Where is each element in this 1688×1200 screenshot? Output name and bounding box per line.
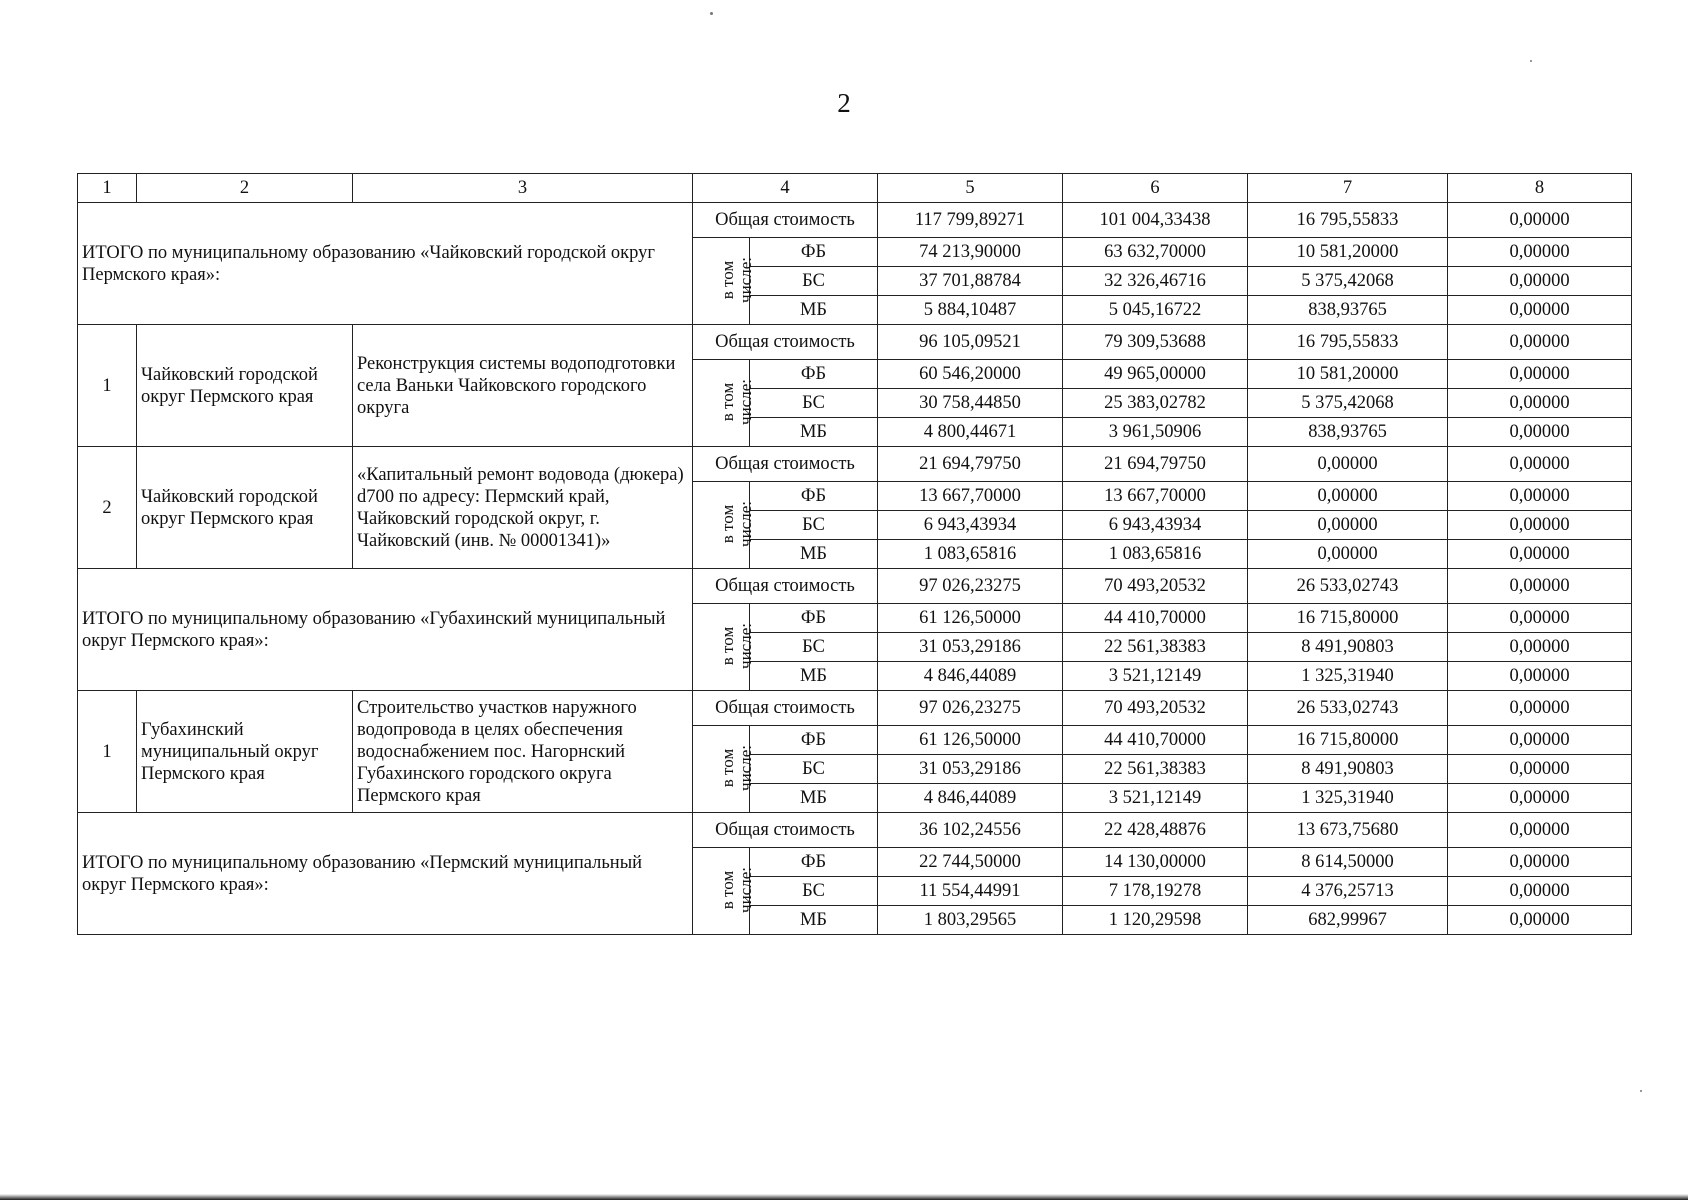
header-col-3: 3 (353, 174, 693, 203)
amount-col-6: 1 083,65816 (1063, 540, 1248, 569)
amount-col-7: 4 376,25713 (1248, 877, 1448, 906)
amount-col-5: 30 758,44850 (878, 389, 1063, 418)
item-index: 2 (78, 447, 137, 569)
bs-label: БС (750, 633, 878, 662)
amount-col-6: 5 045,16722 (1063, 296, 1248, 325)
amount-col-8: 0,00000 (1448, 755, 1632, 784)
including-label-text: в том числе: (718, 867, 755, 913)
page-number: 2 (837, 88, 851, 118)
item-index: 1 (78, 325, 137, 447)
scan-edge (0, 1194, 1688, 1200)
amount-col-8: 0,00000 (1448, 906, 1632, 935)
amount-col-7: 5 375,42068 (1248, 267, 1448, 296)
fb-label: ФБ (750, 238, 878, 267)
header-row (78, 174, 1632, 203)
mb-label: МБ (750, 296, 878, 325)
amount-col-8: 0,00000 (1448, 267, 1632, 296)
amount-col-6: 63 632,70000 (1063, 238, 1248, 267)
header-col-8: 8 (1448, 174, 1632, 203)
including-label (693, 360, 755, 447)
municipality-name: Чайковский городской округ Пермского края (137, 447, 353, 569)
amount-col-6: 25 383,02782 (1063, 389, 1248, 418)
amount-col-5: 6 943,43934 (878, 511, 1063, 540)
amount-col-5: 37 701,88784 (878, 267, 1063, 296)
total-cost-label: Общая стоимость (693, 813, 878, 848)
amount-col-7: 1 325,31940 (1248, 784, 1448, 813)
mb-label: МБ (750, 418, 878, 447)
amount-col-5: 21 694,79750 (878, 447, 1063, 482)
amount-col-6: 21 694,79750 (1063, 447, 1248, 482)
scan-speck (1640, 1090, 1642, 1092)
amount-col-7: 10 581,20000 (1248, 238, 1448, 267)
total-cost-label: Общая стоимость (693, 691, 878, 726)
amount-col-7: 8 491,90803 (1248, 633, 1448, 662)
summary-row (78, 203, 1632, 238)
amount-col-6: 14 130,00000 (1063, 848, 1248, 877)
including-label (693, 482, 755, 569)
amount-col-5: 61 126,50000 (878, 726, 1063, 755)
amount-col-6: 32 326,46716 (1063, 267, 1248, 296)
including-label-text: в том числе: (718, 501, 755, 547)
fb-label: ФБ (750, 482, 878, 511)
including-label-text: в том числе: (718, 623, 755, 669)
amount-col-7: 0,00000 (1248, 511, 1448, 540)
object-name: Реконструкция системы водоподготовки села Ваньки Чайковского городского округа (353, 325, 693, 447)
amount-col-6: 49 965,00000 (1063, 360, 1248, 389)
including-label (693, 238, 755, 325)
amount-col-5: 13 667,70000 (878, 482, 1063, 511)
amount-col-5: 96 105,09521 (878, 325, 1063, 360)
fb-label: ФБ (750, 848, 878, 877)
amount-col-7: 838,93765 (1248, 418, 1448, 447)
amount-col-8: 0,00000 (1448, 691, 1632, 726)
total-cost-label: Общая стоимость (693, 569, 878, 604)
scan-speck (1530, 60, 1532, 62)
header-col-6: 6 (1063, 174, 1248, 203)
summary-title: ИТОГО по муниципальному образованию «Пермский муниципальный округ Пермского края»: (78, 813, 693, 935)
item-index: 1 (78, 691, 137, 813)
total-cost-label: Общая стоимость (693, 447, 878, 482)
amount-col-5: 4 800,44671 (878, 418, 1063, 447)
amount-col-7: 0,00000 (1248, 540, 1448, 569)
amount-col-6: 22 561,38383 (1063, 633, 1248, 662)
amount-col-7: 838,93765 (1248, 296, 1448, 325)
amount-col-6: 79 309,53688 (1063, 325, 1248, 360)
amount-col-5: 74 213,90000 (878, 238, 1063, 267)
amount-col-6: 3 961,50906 (1063, 418, 1248, 447)
municipality-name: Губахинский муниципальный округ Пермского края (137, 691, 353, 813)
bs-label: БС (750, 389, 878, 418)
amount-col-7: 10 581,20000 (1248, 360, 1448, 389)
mb-label: МБ (750, 784, 878, 813)
amount-col-8: 0,00000 (1448, 784, 1632, 813)
fb-label: ФБ (750, 726, 878, 755)
item-row (78, 691, 1632, 726)
amount-col-8: 0,00000 (1448, 447, 1632, 482)
amount-col-8: 0,00000 (1448, 662, 1632, 691)
summary-row (78, 569, 1632, 604)
amount-col-5: 22 744,50000 (878, 848, 1063, 877)
amount-col-6: 1 120,29598 (1063, 906, 1248, 935)
amount-col-8: 0,00000 (1448, 325, 1632, 360)
amount-col-7: 8 491,90803 (1248, 755, 1448, 784)
header-col-7: 7 (1248, 174, 1448, 203)
amount-col-8: 0,00000 (1448, 389, 1632, 418)
including-label (693, 604, 755, 691)
amount-col-8: 0,00000 (1448, 296, 1632, 325)
amount-col-8: 0,00000 (1448, 203, 1632, 238)
bs-label: БС (750, 511, 878, 540)
item-row (78, 325, 1632, 360)
table-body (78, 174, 1632, 935)
amount-col-8: 0,00000 (1448, 877, 1632, 906)
amount-col-7: 16 715,80000 (1248, 604, 1448, 633)
amount-col-8: 0,00000 (1448, 633, 1632, 662)
amount-col-6: 3 521,12149 (1063, 662, 1248, 691)
amount-col-7: 26 533,02743 (1248, 691, 1448, 726)
amount-col-7: 5 375,42068 (1248, 389, 1448, 418)
amount-col-8: 0,00000 (1448, 511, 1632, 540)
amount-col-8: 0,00000 (1448, 813, 1632, 848)
amount-col-8: 0,00000 (1448, 848, 1632, 877)
amount-col-5: 4 846,44089 (878, 784, 1063, 813)
amount-col-8: 0,00000 (1448, 540, 1632, 569)
amount-col-5: 11 554,44991 (878, 877, 1063, 906)
amount-col-7: 0,00000 (1248, 482, 1448, 511)
bs-label: БС (750, 267, 878, 296)
amount-col-8: 0,00000 (1448, 360, 1632, 389)
municipality-name: Чайковский городской округ Пермского края (137, 325, 353, 447)
amount-col-7: 8 614,50000 (1248, 848, 1448, 877)
including-label-text: в том числе: (718, 379, 755, 425)
amount-col-7: 1 325,31940 (1248, 662, 1448, 691)
including-label-text: в том числе: (718, 257, 755, 303)
amount-col-6: 70 493,20532 (1063, 691, 1248, 726)
amount-col-5: 4 846,44089 (878, 662, 1063, 691)
amount-col-6: 101 004,33438 (1063, 203, 1248, 238)
amount-col-5: 97 026,23275 (878, 691, 1063, 726)
fb-label: ФБ (750, 360, 878, 389)
total-cost-label: Общая стоимость (693, 203, 878, 238)
amount-col-5: 31 053,29186 (878, 633, 1063, 662)
amount-col-5: 31 053,29186 (878, 755, 1063, 784)
amount-col-5: 36 102,24556 (878, 813, 1063, 848)
amount-col-6: 6 943,43934 (1063, 511, 1248, 540)
amount-col-8: 0,00000 (1448, 569, 1632, 604)
amount-col-8: 0,00000 (1448, 238, 1632, 267)
amount-col-6: 44 410,70000 (1063, 726, 1248, 755)
amount-col-6: 7 178,19278 (1063, 877, 1248, 906)
amount-col-6: 13 667,70000 (1063, 482, 1248, 511)
amount-col-5: 1 803,29565 (878, 906, 1063, 935)
header-col-5: 5 (878, 174, 1063, 203)
mb-label: МБ (750, 662, 878, 691)
amount-col-7: 16 715,80000 (1248, 726, 1448, 755)
amount-col-8: 0,00000 (1448, 604, 1632, 633)
including-label-text: в том числе: (718, 745, 755, 791)
amount-col-8: 0,00000 (1448, 418, 1632, 447)
item-row (78, 447, 1632, 482)
mb-label: МБ (750, 906, 878, 935)
budget-table (77, 173, 1632, 935)
amount-col-5: 117 799,89271 (878, 203, 1063, 238)
amount-col-7: 16 795,55833 (1248, 325, 1448, 360)
summary-row (78, 813, 1632, 848)
amount-col-8: 0,00000 (1448, 482, 1632, 511)
object-name: Строительство участков наружного водопровода в целях обеспечения водоснабжением пос. Нагорнский Губахинского городского округа Пермского края (353, 691, 693, 813)
amount-col-6: 44 410,70000 (1063, 604, 1248, 633)
bs-label: БС (750, 877, 878, 906)
scan-speck (710, 12, 713, 15)
amount-col-7: 0,00000 (1248, 447, 1448, 482)
amount-col-6: 22 561,38383 (1063, 755, 1248, 784)
amount-col-7: 16 795,55833 (1248, 203, 1448, 238)
total-cost-label: Общая стоимость (693, 325, 878, 360)
including-label (693, 726, 755, 813)
summary-title: ИТОГО по муниципальному образованию «Чайковский городской округ Пермского края»: (78, 203, 693, 325)
object-name: «Капитальный ремонт водовода (дюкера) d700 по адресу: Пермский край, Чайковский городской округ, г. Чайковский (инв. № 00001341)» (353, 447, 693, 569)
amount-col-5: 5 884,10487 (878, 296, 1063, 325)
amount-col-8: 0,00000 (1448, 726, 1632, 755)
header-col-1: 1 (78, 174, 137, 203)
amount-col-5: 60 546,20000 (878, 360, 1063, 389)
amount-col-7: 13 673,75680 (1248, 813, 1448, 848)
amount-col-5: 1 083,65816 (878, 540, 1063, 569)
amount-col-7: 26 533,02743 (1248, 569, 1448, 604)
bs-label: БС (750, 755, 878, 784)
fb-label: ФБ (750, 604, 878, 633)
amount-col-6: 3 521,12149 (1063, 784, 1248, 813)
header-col-2: 2 (137, 174, 353, 203)
amount-col-5: 97 026,23275 (878, 569, 1063, 604)
amount-col-5: 61 126,50000 (878, 604, 1063, 633)
amount-col-7: 682,99967 (1248, 906, 1448, 935)
header-col-4: 4 (693, 174, 878, 203)
amount-col-6: 70 493,20532 (1063, 569, 1248, 604)
including-label (693, 848, 755, 935)
summary-title: ИТОГО по муниципальному образованию «Губахинский муниципальный округ Пермского края»: (78, 569, 693, 691)
amount-col-6: 22 428,48876 (1063, 813, 1248, 848)
mb-label: МБ (750, 540, 878, 569)
